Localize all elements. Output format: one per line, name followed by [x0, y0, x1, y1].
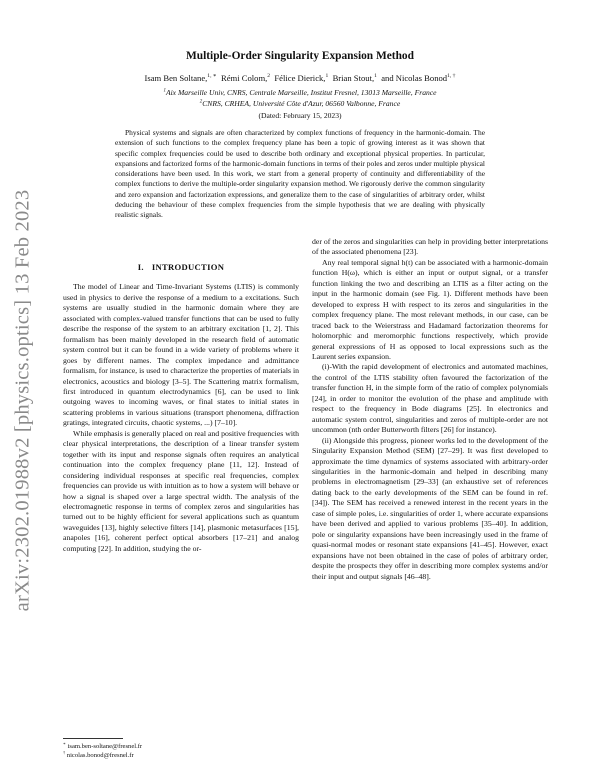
paragraph: der of the zeros and singularities can help in providing better interpretations of the associated phenomena [23]. [312, 237, 548, 257]
footnote-rule [63, 738, 123, 739]
author: Isam Ben Soltane,$^{1, ∗}$ [144, 73, 217, 83]
author-mark: 1 [374, 73, 377, 80]
footnote-mark: † [63, 749, 66, 755]
paper-title: Multiple-Order Singularity Expansion Method [186, 50, 414, 62]
footnote-2 [63, 749, 134, 759]
email-link[interactable]: isam.ben-soltane@fresnel.fr [67, 743, 143, 750]
section-number: I. [137, 262, 144, 272]
author-mark: 2 [267, 73, 271, 80]
paragraph: While emphasis is generally placed on real and positive frequencies with clear physical interpretations, the description of a linear transfer system together with its input and response signals often requires an analytical continuation into the complex frequency plane [11, 12]. Instead of considering individual responses at specific real frequencies, complex frequencies can provide us with intuition as to how a system will behave or how a signal is shaped over a large spectral width. The analysis of the electromagnetic response in terms of complex zeros and singularities has turned out to be highly efficient for several applications such as quantum waveguides [13], highly selective filters [14], plasmonic metasurfaces [15], anapoles [16], coherent perfect optical absorbers [17–21] and analog computing [22]. In addition, studying the or- [63, 428, 299, 553]
author-mark: 1, † [447, 73, 456, 80]
author: Brian Stout,$^1$ [332, 73, 377, 83]
section-title: INTRODUCTION [151, 262, 225, 272]
abstract [115, 128, 485, 220]
author-mark: 1 [325, 73, 329, 80]
email-link[interactable]: nicolas.bonod@fresnel.fr [66, 752, 134, 759]
footnote-mark: ∗ [63, 740, 66, 746]
paragraph: (ii) Alongside this progress, pioneer works led to the development of the Singularity Expansion Method (SEM) [27–29]. It was first developed to approximate the time dynamics of systems associated with arbitrary-order singularities in the harmonic-domain and helped in describing many problems in electromagnetism [29–33] (an exhaustive set of references dating back to the early developments of the SEM can be found in ref. [34]). The SEM has received a renewed interest in the recent years in the case of simple poles, i.e. singularities of order 1, where accurate expansions have been derived and applied to various problems [35–40]. In addition, pole or singularity expansions have been increasingly used in the frame of quasi-normal modes or resonant state expansions [41–45]. However, exact expansions have not been obtained in the case of poles of arbitrary order, despite the prospects they offer in describing more complex systems and/or their input and output signals [46–48]. [312, 435, 548, 581]
paragraph: (i)-With the rapid development of electronics and automated machines, the control of the LTIS stability often favoured the factorization of the transfer function H, in the simple form of the ratio of complex polynomials [24], in order to monitor the evolution of the phase and amplitude with respect to the frequency in Bode diagrams [25]. In electronics and automatic system control, singularities and zeros of multiple-order are not uncommon (nth order Butterworth filters [26] for instance). [312, 362, 548, 435]
footnote-1 [63, 740, 143, 750]
paragraph: The model of Linear and Time-Invariant Systems (LTIS) is commonly used in physics to derive the response of a medium to a excitations. Such systems are usually studied in the harmonic domain where they are associated with complex-valued transfer functions that can be used to fully describe the response of the system to an arbitrary excitation [1, 2]. This formalism has been mainly developed in the research field of automatic system control but it can be found in a wide variety of problems where it goes by different names. The complex impedance and admittance formalism, for instance, is used to characterize the properties of materials in electronics, acoustics and biology [3–5]. The Scattering matrix formalism, first introduced in quantum electrodynamics [6], can be used to link outgoing waves to incoming waves, or final states to initial states in scattering problems in various situations (transport phenomena, diffraction gratings, integrated circuits, chaotic systems, ...) [7–10]. [63, 282, 299, 428]
left-column [63, 262, 299, 554]
paragraph: Any real temporal signal h(t) can be associated with a harmonic-domain function H(ω), which is either an input or output signal, or a transfer function linking the two and describing an LTIS as a filter acting on the input in the harmonic domain (see Fig. 1). Different methods have been developed to express H with respect to its zeros and singularities in the complex frequency plane. The most relevant methods, in our case, can be traced back to the Weierstrass and Hadamard factorization theorems for holomorphic and meromorphic functions respectively, which provide general expressions of H as opposed to local expressions such as the Laurent series expansion. [312, 257, 548, 361]
author-mark: 1, ∗ [207, 73, 217, 80]
author: and Nicolas Bonod$^{1, \dagger}$ [381, 73, 456, 83]
affiliation-mark: 1 [163, 88, 166, 94]
section-heading [63, 262, 299, 272]
author: Rémi Colom,$^2$ [220, 73, 271, 83]
affiliation-mark: 2 [199, 99, 203, 105]
author-list [0, 73, 600, 83]
right-column [312, 237, 548, 582]
author: Félice Dierick,$^1$ [274, 73, 329, 83]
affiliation-2: $^2$CNRS, CRHEA, Université Côte d'Azur, 06560 Valbonne, France [199, 99, 401, 108]
date-line: (Dated: February 15, 2023) [258, 111, 342, 120]
abstract-text: Physical systems and signals are often characterized by complex functions of frequency in the harmonic-domain. The extension of such functions to the complex frequency plane has been a topic of growing interest as it was shown that specific complex frequencies could be used to describe both ordinary and exceptional physical properties. In particular, expansions and factorized forms of the harmonic-domain functions in terms of their poles and zeros under multiple physical considerations have been used. In this work, we start from a general property of continuity and differentiability of the complex functions to derive the multiple-order singularity expansion method. We rigorously derive the common singularity and zero expansion and factorization expressions, and generalize them to the case of singularities of arbitrary order, whilst deducing the behaviour of these complex frequencies from the simple hypothesis that we are dealing with physically realistic signals. [115, 128, 485, 219]
arxiv-side-stamp [6, 150, 40, 650]
affiliation-1: $^1$Aix Marseille Univ, CNRS, Centrale Marseille, Institut Fresnel, 13013 Marseille, France [163, 88, 437, 97]
arxiv-identifier[interactable]: arXiv:2302.01988v2 [physics.optics] 13 Feb 2023 [11, 189, 34, 611]
